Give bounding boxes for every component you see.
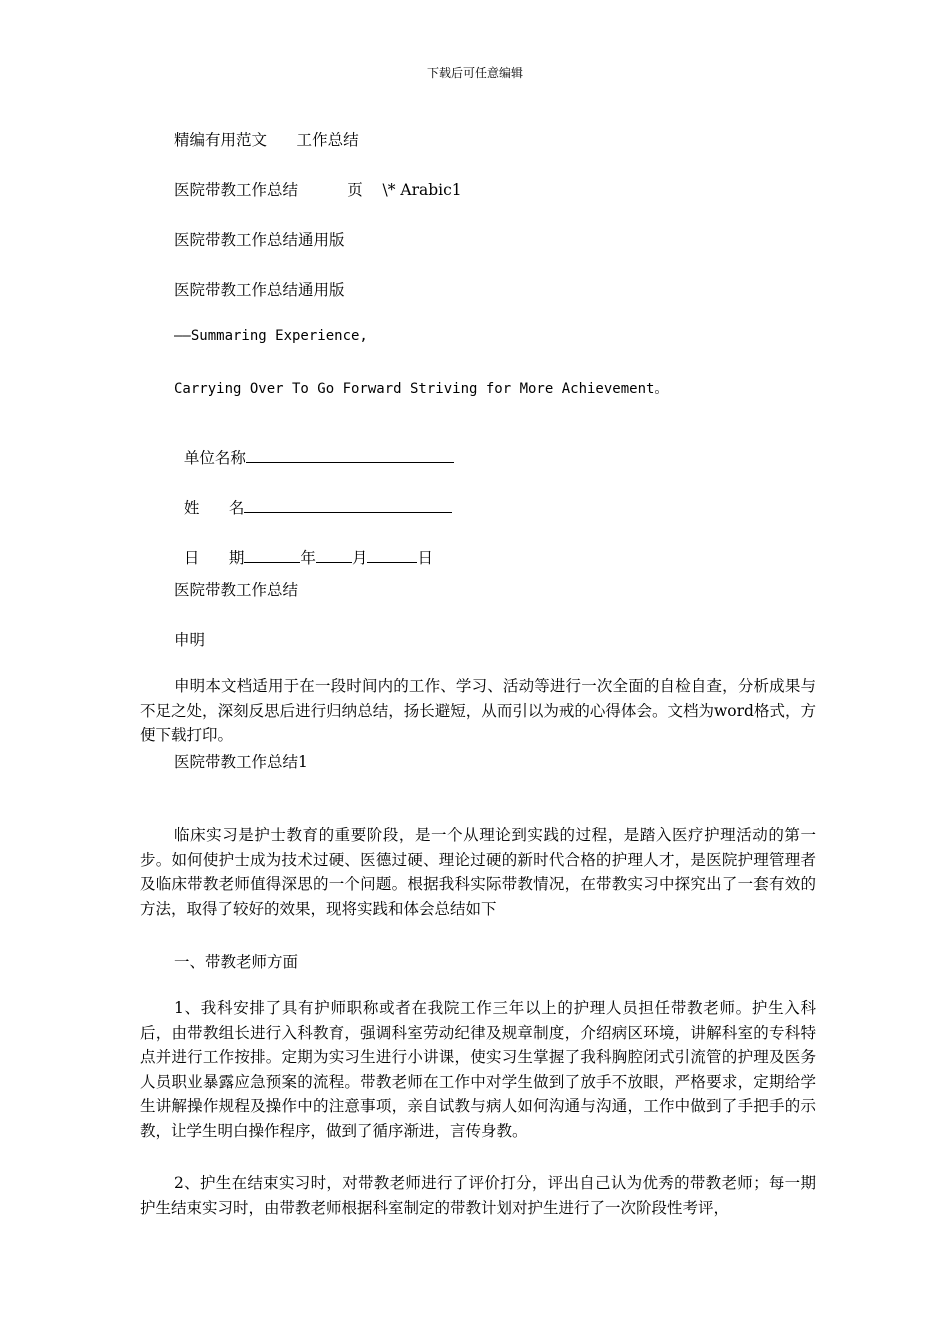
doc-title-repeat: 医院带教工作总结通用版 [174,281,345,299]
day-label: 日 [417,549,433,567]
section-title: 医院带教工作总结 [174,581,299,599]
unit-name-label: 单位名称 [183,449,246,467]
statement-heading: 申明 [174,631,206,649]
doc-subtitle: 精编有用范文 工作总结 [174,131,359,149]
year-blank [244,546,300,563]
paragraph-teachers-2: 2、护生在结束实习时，对带教老师进行了评价打分，评出自己认为优秀的带教老师；每一期护生结束实习时，由带教老师根据科室制定的带教计划对护生进行了一次阶段性考评， [140,1174,816,1217]
english-slogan-2: Carrying Over To Go Forward Striving for More Achievement。 [174,381,669,397]
person-name-label: 姓 名 [183,499,245,517]
year-label: 年 [300,549,316,567]
day-blank [367,546,417,563]
page-header: 下载后可任意编辑 [426,66,523,80]
paragraph-teachers-1: 1、我科安排了具有护师职称或者在我院工作三年以上的护理人员担任带教老师。护生入科后，由带教组长进行入科教育，强调科室劳动纪律及规章制度，介绍病区环境，讲解科室的专科特点并进行工作按排。定期为实习生进行小讲课，使实习生掌握了我科胸腔闭式引流管的护理及医务人员职业暴露应急预案的流程。带教老师在工作中对学生做到了放手不放眼，严格要求，定期给学生讲解操作规程及操作中的注意事项，亲自试教与病人如何沟通与沟通，工作中做到了手把手的示教，让学生明白操作程序，做到了循序渐进，言传身教。 [140,999,816,1140]
section-heading-teachers: 一、带教老师方面 [174,953,299,971]
date-label: 日 期 [183,549,245,567]
summary-heading-1: 医院带教工作总结1 [174,753,308,771]
english-slogan-1: ——Summaring Experience, [174,328,368,344]
month-label: 月 [351,549,368,567]
unit-name-field [174,428,454,468]
statement-paragraph: 申明本文档适用于在一段时间内的工作、学习、活动等进行一次全面的自检自查，分析成果与不足之处，深刻反思后进行归纳总结，扬长避短，从而引以为戒的心得体会。文档为word格式，方便下载打印。 [140,677,816,744]
person-name-field [174,478,452,518]
intro-paragraph: 临床实习是护士教育的重要阶段，是一个从理论到实践的过程，是踏入医疗护理活动的第一步。如何使护士成为技术过硬、医德过硬、理论过硬的新时代合格的护理人才，是医院护理管理者及临床带教老师值得深思的一个问题。根据我科实际带教情况，在带教实习中探究出了一套有效的方法，取得了较好的效果，现将实践和体会总结如下 [140,826,816,918]
month-blank [316,546,352,563]
doc-title: 医院带教工作总结通用版 [174,231,345,249]
person-name-blank [244,496,452,513]
page-field-line: 医院带教工作总结 页 \* Arabic1 [174,181,462,199]
unit-name-blank [246,446,454,463]
date-field [174,528,433,568]
